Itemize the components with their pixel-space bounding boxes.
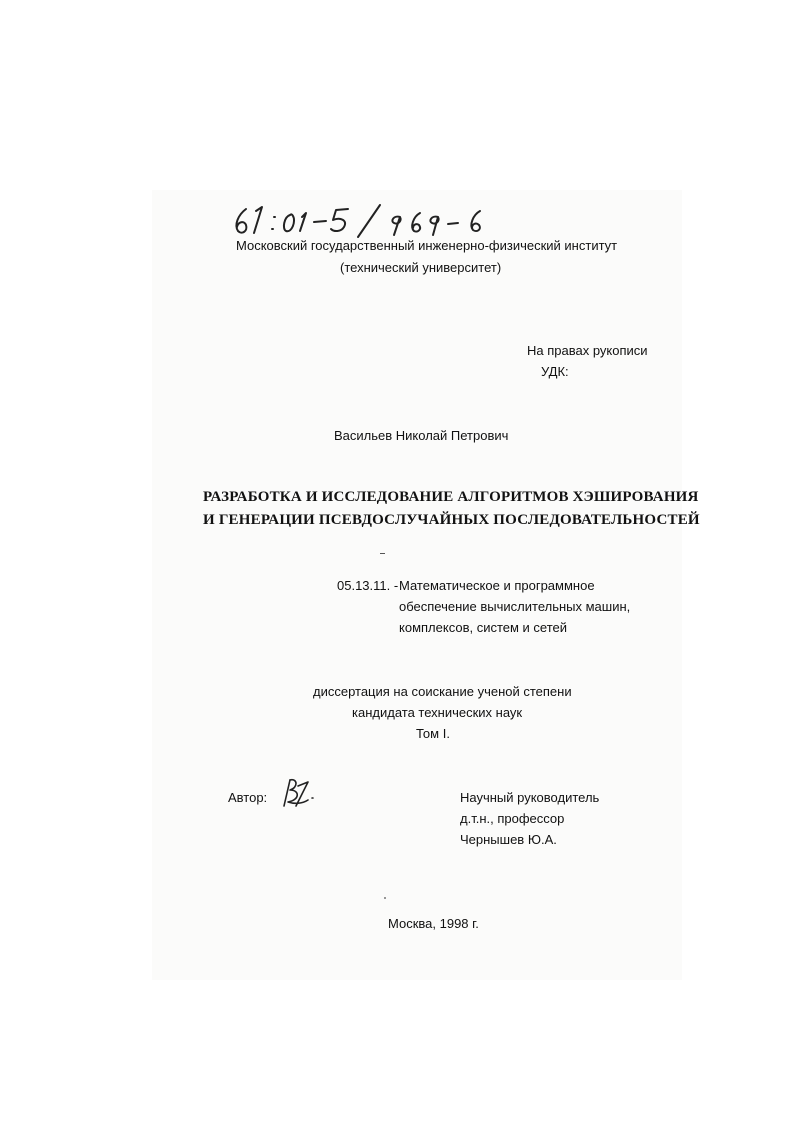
stray-mark <box>380 553 385 554</box>
specialty-code: 05.13.11. - <box>337 578 399 593</box>
scan-speck <box>384 897 386 899</box>
author-signature <box>278 776 318 810</box>
dissertation-title-line-1: РАЗРАБОТКА И ИССЛЕДОВАНИЕ АЛГОРИТМОВ ХЭШИРОВАНИЯ <box>203 489 699 505</box>
dissertation-degree-line-1: диссертация на соискание ученой степени <box>313 684 572 699</box>
volume-label: Том I. <box>416 726 450 741</box>
supervisor-label: Научный руководитель <box>460 790 600 805</box>
dissertation-title-line-2: И ГЕНЕРАЦИИ ПСЕВДОСЛУЧАЙНЫХ ПОСЛЕДОВАТЕЛЬНОСТЕЙ <box>203 512 700 528</box>
dissertation-degree-line-2: кандидата технических наук <box>352 705 523 720</box>
specialty-line-3: комплексов, систем и сетей <box>399 620 568 635</box>
udk-label: УДК: <box>541 364 569 379</box>
specialty-line-2: обеспечение вычислительных машин, <box>399 599 631 614</box>
supervisor-name: Чернышев Ю.А. <box>460 832 557 847</box>
handwritten-catalog-number <box>230 203 490 239</box>
institution-name: Московский государственный инженерно-физический институт <box>236 238 618 253</box>
rights-reserved-label: На правах рукописи <box>527 343 648 358</box>
place-and-year: Москва, 1998 г. <box>388 916 479 931</box>
supervisor-degree: д.т.н., профессор <box>460 811 565 826</box>
author-full-name: Васильев Николай Петрович <box>334 428 509 443</box>
specialty-line-1: Математическое и программное <box>399 578 595 593</box>
institution-subtitle: (технический университет) <box>340 260 502 275</box>
author-label: Автор: <box>228 790 268 805</box>
